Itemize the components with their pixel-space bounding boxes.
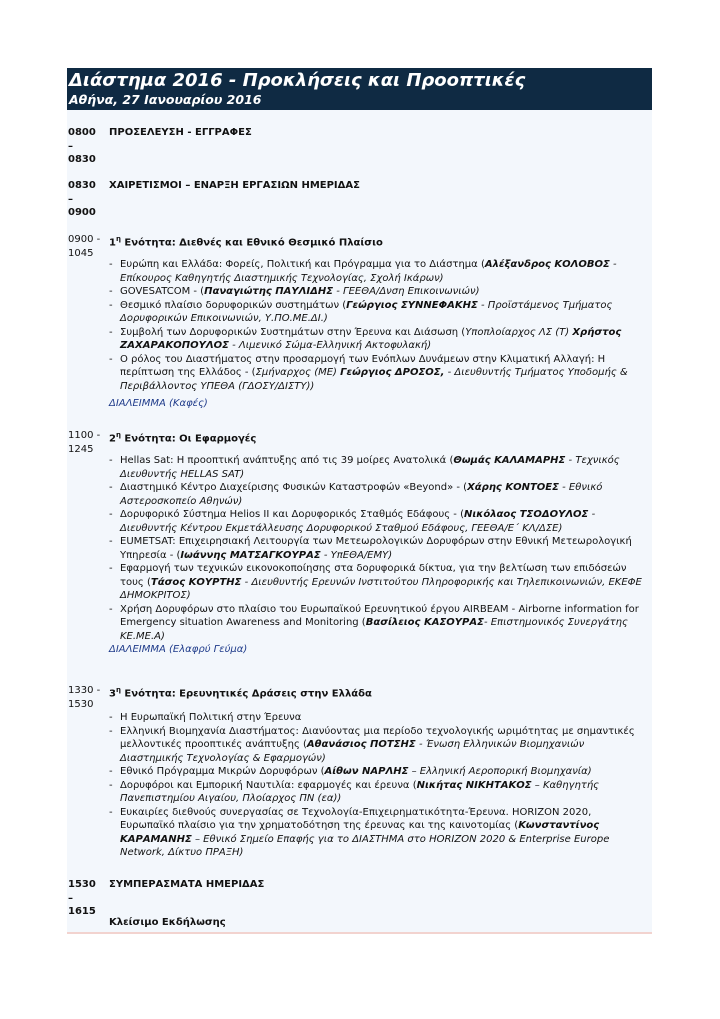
list-item: - Ευρώπη και Ελλάδα: Φορείς, Πολιτική και Πρόγραμμα για το Διάστημα (Αλέξανδρος ΚΟΛΟΒΟΣ - Επίκουρος Καθηγητής Διαστημικής Τεχνολογίας, Σχολή Ικάρων) bbox=[109, 258, 645, 285]
list-item: - Ελληνική Βιομηχανία Διαστήματος: Διανύοντας μια περίοδο τεχνολογικής ωριμότητας με σημαντικές μελλοντικές προοπτικές ανάπτυξης (Αθανάσιος ΠΟΤΣΗΣ - Ένωση Ελληνικών Βιομηχανιών Διαστημικής Τεχνολογίας & Εφαρμογών) bbox=[109, 725, 645, 766]
block-title-opening: ΧΑΙΡΕΤΙΣΜΟΙ – ΕΝΑΡΞΗ ΕΡΓΑΣΙΩΝ ΗΜΕΡΙΔΑΣ bbox=[109, 180, 360, 191]
list-item: - Hellas Sat: Η προοπτική ανάπτυξης από τις 39 μοίρες Ανατολικά (Θωμάς ΚΑΛΑΜΑΡΗΣ - Τεχνικός Διευθυντής HELLAS SAT) bbox=[109, 454, 645, 481]
time-block-3: 1530 – 1615 bbox=[68, 879, 96, 917]
time-block-1: 0800 – 0830 bbox=[68, 127, 96, 165]
session-3-time: 1330 - 1530 bbox=[68, 685, 101, 710]
list-item: - Συμβολή των Δορυφορικών Συστημάτων στην Έρευνα και Διάσωση (Υποπλοίαρχος ΛΣ (Τ) Χρήστος ΖΑΧΑΡΑΚΟΠΟΥΛΟΣ - Λιμενικό Σώμα-Ελληνική Ακτοφυλακή) bbox=[109, 326, 645, 353]
agenda-page bbox=[67, 68, 652, 934]
session-1-time: 0900 - 1045 bbox=[68, 234, 101, 259]
list-item: - Δορυφόροι και Εμπορική Ναυτιλία: εφαρμογές και έρευνα (Νικήτας ΝΙΚΗΤΑΚΟΣ – Καθηγητής Πανεπιστημίου Αιγαίου, Πλοίαρχος ΠΝ (εα)) bbox=[109, 779, 645, 806]
time-block-2: 0830 – 0900 bbox=[68, 180, 96, 218]
page-subtitle: Αθήνα, 27 Ιανουαρίου 2016 bbox=[69, 92, 262, 107]
page-title: Διάστημα 2016 - Προκλήσεις και Προοπτικές bbox=[69, 70, 526, 91]
list-item: - Χρήση Δορυφόρων στο πλαίσιο του Ευρωπαϊκού Ερευνητικού έργου AIRBEAM - Airborne information for Emergency situation Awareness and Monitoring (Βασίλειος ΚΑΣΟΥΡΑΣ- Επιστημονικός Συνεργάτης ΚΕ.ΜΕ.Α) bbox=[109, 603, 645, 644]
list-item: - Ο ρόλος του Διαστήματος στην προσαρμογή των Ενόπλων Δυνάμεων στην Κλιματική Αλλαγή: Η περίπτωση της Ελλάδος - (Σμήναρχος (ΜΕ) Γεώργιος ΔΡΟΣΟΣ, - Διευθυντής Τμήματος Υποδομής & Περιβάλλοντος ΥΠΕΘΑ (ΓΔΟΣΥ/ΔΙΣΤΥ)) bbox=[109, 353, 645, 394]
header-band bbox=[67, 68, 652, 110]
session-3-list bbox=[109, 711, 645, 860]
session-2-list bbox=[109, 454, 645, 643]
block-title-conclusions: ΣΥΜΠΕΡΑΣΜΑΤΑ ΗΜΕΡΙΔΑΣ bbox=[109, 879, 265, 890]
closing-text: Κλείσιμο Εκδήλωσης bbox=[109, 917, 226, 928]
list-item: - Εφαρμογή των τεχνικών εικονοκοποίησης στα δορυφορικά δίκτυα, για την βελτίωση των επιδόσεών τους (Τάσος ΚΟΥΡΤΗΣ - Διευθυντής Ερευνών Ινστιτούτου Πληροφορικής και Τηλεπικοινωνιών, ΕΚΕΦΕ ΔΗΜΟΚΡΙΤΟΣ) bbox=[109, 562, 645, 603]
session-1-list bbox=[109, 258, 645, 393]
break-coffee: ΔΙΑΛΕΙΜΜΑ (Καφές) bbox=[109, 398, 208, 409]
list-item: - Ευκαιρίες διεθνούς συνεργασίας σε Τεχνολογία-Επιχειρηματικότητα-Έρευνα. HORIZON 2020, Ευρωπαϊκό πλαίσιο για την χρηματοδότηση της έρευνας και της καινοτομίας (Κωνσταντίνος ΚΑΡΑΜΑΝΗΣ – Εθνικό Σημείο Επαφής για το ΔΙΑΣΤΗΜΑ στο HORIZON 2020 & Enterprise Europe Network, Δίκτυο ΠΡΑΞΗ) bbox=[109, 806, 645, 860]
list-item: - Δορυφορικό Σύστημα Helios II και Δορυφορικός Σταθμός Εδάφους - (Νικόλαος ΤΣΟΔΟΥΛΟΣ - Διευθυντής Κέντρου Εκμετάλλευσης Δορυφορικού Σταθμού Εδάφους, ΓΕΕΘΑ/Ε΄ ΚΛ/ΔΣΕ) bbox=[109, 508, 645, 535]
session-3-title: $3^\eta$ Ενότητα: Ερευνητικές Δράσεις στην Ελλάδα bbox=[109, 686, 372, 700]
list-item: - Θεσμικό πλαίσιο δορυφορικών συστημάτων (Γεώργιος ΣΥΝΝΕΦΑΚΗΣ - Προϊστάμενος Τμήματος Δορυφορικών Επικοινωνιών, Υ.ΠΟ.ΜΕ.ΔΙ.) bbox=[109, 299, 645, 326]
list-item: - Εθνικό Πρόγραμμα Μικρών Δορυφόρων (Αίθων ΝΑΡΛΗΣ – Ελληνική Αεροπορική Βιομηχανία) bbox=[109, 765, 645, 779]
list-item: - Διαστημικό Κέντρο Διαχείρισης Φυσικών Καταστροφών «Beyond» - (Χάρης ΚΟΝΤΟΕΣ - Εθνικό Αστεροσκοπείο Αθηνών) bbox=[109, 481, 645, 508]
break-lunch: ΔΙΑΛΕΙΜΜΑ (Ελαφρύ Γεύμα) bbox=[109, 644, 248, 655]
list-item: - Η Ευρωπαϊκή Πολιτική στην Έρευνα bbox=[109, 711, 645, 725]
list-item: - GOVESATCOM - (Παναγιώτης ΠΑΥΛΙΔΗΣ - ΓΕΕΘΑ/Δνση Επικοινωνιών) bbox=[109, 285, 645, 299]
session-2-title: $2^\eta$ Ενότητα: Οι Εφαρμογές bbox=[109, 431, 257, 445]
session-2-time: 1100 - 1245 bbox=[68, 430, 101, 455]
list-item: - EUMETSAT: Επιχειρησιακή Λειτουργία των Μετεωρολογικών Δορυφόρων στην Εθνική Μετεωρολογική Υπηρεσία - (Ιωάννης ΜΑΤΣΑΓΚΟΥΡΑΣ - ΥπΕΘΑ/ΕΜΥ) bbox=[109, 535, 645, 562]
session-1-title: $1^\eta$ Ενότητα: Διεθνές και Εθνικό Θεσμικό Πλαίσιο bbox=[109, 235, 383, 249]
block-title-arrival: ΠΡΟΣΕΛΕΥΣΗ - ΕΓΓΡΑΦΕΣ bbox=[109, 127, 252, 138]
